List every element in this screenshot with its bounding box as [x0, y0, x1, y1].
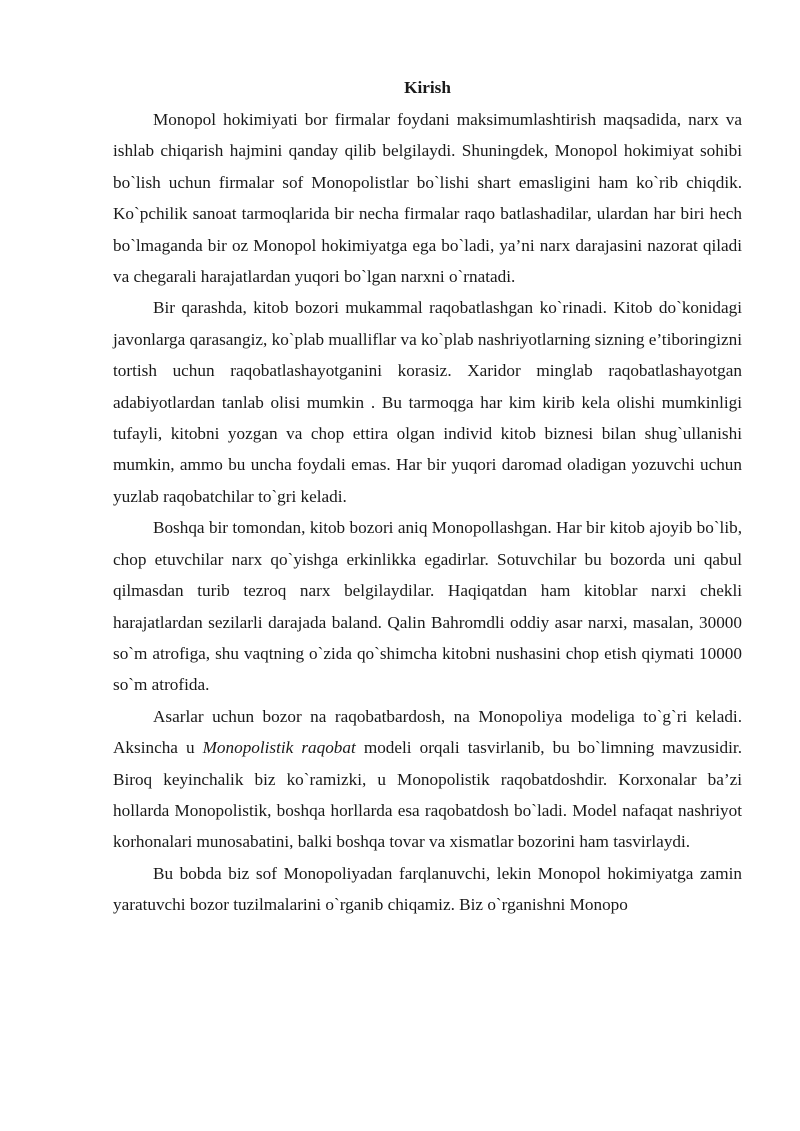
- paragraph-4-text-after: modeli orqali tasvirlanib, bu bo`limning mavzusidir. Biroq keyinchalik biz ko`ramizki, u Monopolistik raqobatdoshdir. Korxonalar ba’zi hollarda Monopolistik, boshqa horllarda esa raqobatdosh bo`ladi. Model nafaqat nashriyot korhonalari munosabatini, balki boshqa tovar va xismatlar bozorini ham tasvirlaydi.: [113, 738, 742, 852]
- paragraph-4-text-before: Asarlar uchun bozor na raqobatbardosh, na Monopoliya modeliga to`g`ri keladi. Aksincha u: [113, 706, 742, 758]
- page-title: Kirish: [404, 78, 451, 97]
- paragraph-4: [113, 701, 742, 858]
- paragraph-3: Boshqa bir tomondan, kitob bozori aniq Monopollashgan. Har bir kitob ajoyib bo`lib, chop etuvchilar narx qo`yishga erkinlikka egadirlar. Sotuvchilar bu bozorda uni qabul qilmasdan turib tezroq narx belgilaydilar. Haqiqatdan ham kitoblar narxi chekli harajatlardan sezilarli darajada baland. Qalin Bahromdli oddiy asar narxi, masalan, 30000 so`m atrofiga, shu vaqtning o`zida qo`shimcha kitobni nushasini chop etish qiymati 10000 so`m atrofida.: [113, 518, 742, 695]
- paragraph-5: Bu bobda biz sof Monopoliyadan farqlanuvchi, lekin Monopol hokimiyatga zamin yaratuvchi bozor tuzilmalarini o`rganib chiqamiz. Biz o`rganishni Monopo: [113, 863, 742, 915]
- italic-term: Monopolistik raqobat: [202, 738, 356, 758]
- paragraph-2: Bir qarashda, kitob bozori mukammal raqobatlashgan ko`rinadi. Kitob do`konidagi javonlarga qarasangiz, ko`plab mualliflar va ko`plab nashriyotlarning sizning e’tiboringizni tortish uchun raqobatlashayotganini korasiz. Xaridor minglab raqobatlashayotgan adabiyotlardan tanlab olisi mumkin . Bu tarmoqga har kim kirib kela olishi mumkinligi tufayli, kitobni yozgan va chop ettira olgan individ kitob biznesi bilan shug`ullanishi mumkin, ammo bu uncha foydali emas. Har bir yuqori daromad oladigan yozuvchi uchun yuzlab raqobatchilar to`gri keladi.: [113, 298, 742, 506]
- document-body: [113, 74, 742, 921]
- paragraph-1: Monopol hokimiyati bor firmalar foydani maksimumlashtirish maqsadida, narx va ishlab chiqarish hajmini qanday qilib belgilaydi. Shuningdek, Monopol hokimiyat sohibi bo`lish uchun firmalar sof Monopolistlar bo`lishi shart emasligini ham ko`rib chiqdik. Ko`pchilik sanoat tarmoqlarida bir necha firmalar raqo batlashadilar, ulardan har biri hech bo`lmaganda bir oz Monopol hokimiyatga ega bo`ladi, ya’ni narx darajasini nazorat qiladi va chegarali harajatlardan yuqori bo`lgan narxni o`rnatadi.: [113, 110, 742, 287]
